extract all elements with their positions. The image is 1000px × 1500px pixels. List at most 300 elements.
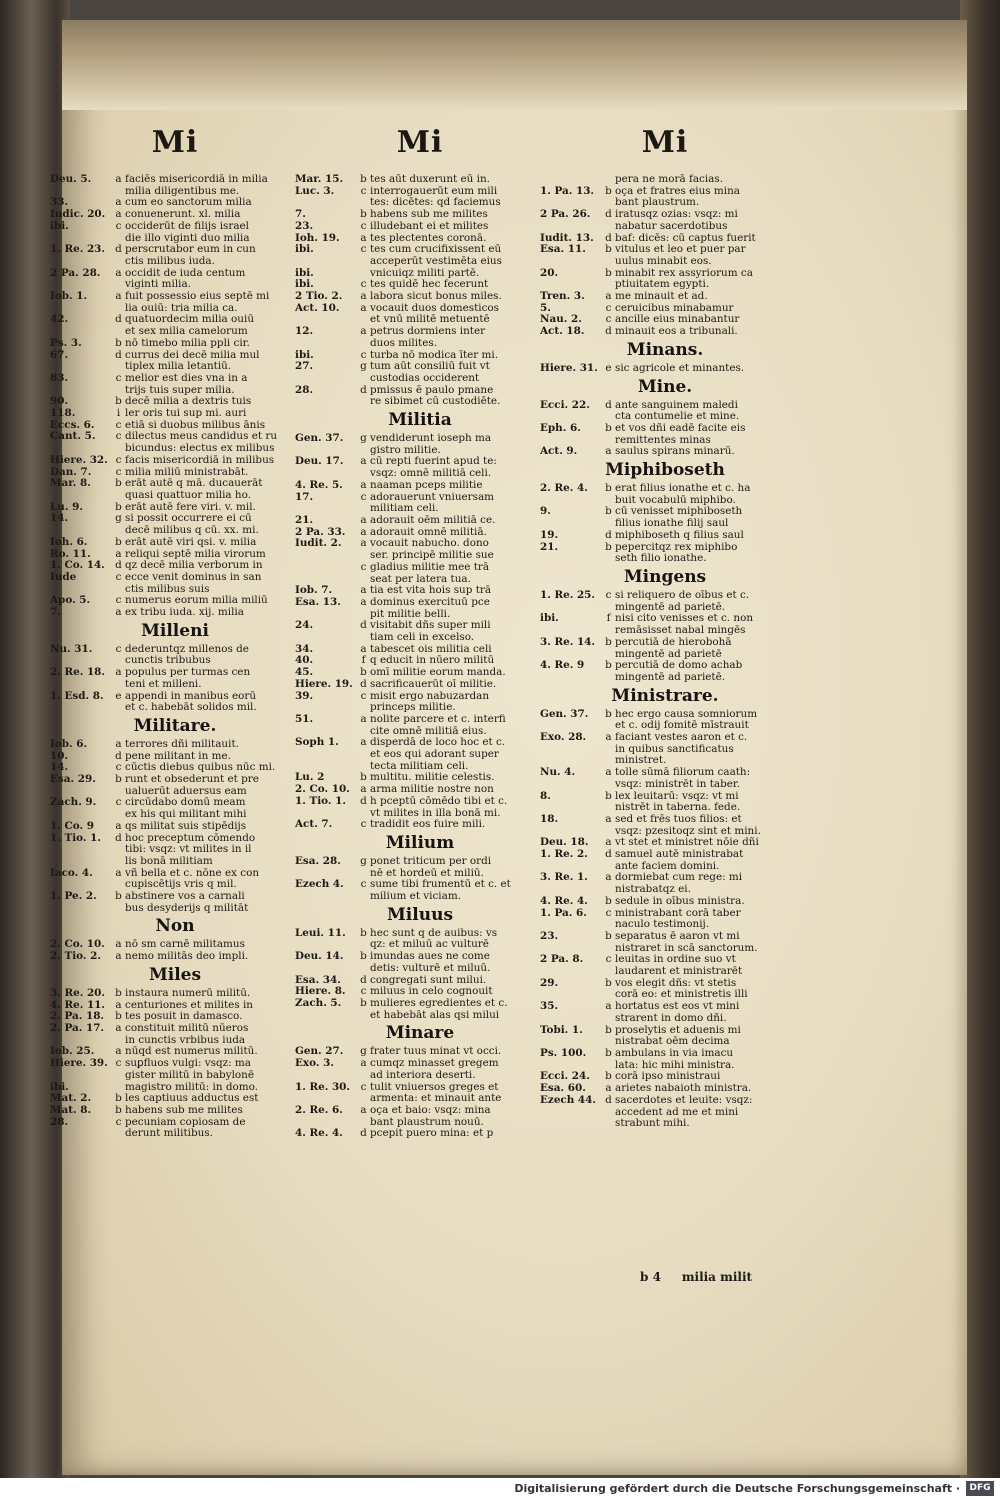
entry-text: habens sub me milites [125, 1104, 243, 1116]
entry-reference: 33. [50, 197, 69, 209]
entry-section-letter: g [360, 432, 367, 445]
entry-section-letter [112, 679, 125, 691]
concordance-entry [50, 951, 300, 963]
entry-text: labora sicut bonus miles. [370, 291, 502, 303]
concordance-entry [50, 1058, 300, 1070]
concordance-entry [50, 702, 300, 714]
concordance-entry [50, 1070, 300, 1082]
entry-reference [295, 314, 357, 326]
entry-section-letter: a [360, 478, 367, 491]
entry-reference: Ezech 4. [295, 879, 344, 891]
entry-reference [295, 197, 357, 209]
entry-text: dormiebat cum rege: mi [615, 872, 743, 884]
entry-text: hortatus est eos vt mini [615, 1001, 740, 1013]
entry-text: adorauit omnē militiā. [370, 526, 487, 538]
entry-section-letter: b [605, 1047, 612, 1059]
entry-text: iratusqz ozias: vsqz: mi [615, 209, 738, 221]
entry-section-letter: c [115, 761, 122, 774]
concordance-entry [50, 443, 300, 455]
concordance-entry [540, 826, 790, 838]
entry-text: vnicuiqz militi partē. [370, 267, 480, 279]
entry-reference: Zach. 5. [295, 998, 342, 1009]
concordance-entry [540, 861, 790, 873]
entry-text: tulit vniuersos greges et [370, 1081, 499, 1093]
entry-text: ceruicibus minabamur [615, 302, 734, 314]
entry-text: sacerdotes et leuite: vsqz: [615, 1094, 753, 1106]
entry-section-letter: a [360, 595, 367, 608]
entry-text: miluus in celo cognouit [370, 986, 493, 998]
entry-reference: Ioh. 19. [295, 232, 340, 244]
concordance-entry [295, 433, 545, 445]
entry-text: faciant vestes aaron et c. [615, 732, 748, 744]
concordance-entry [295, 784, 545, 796]
entry-reference [540, 755, 602, 767]
lemma-heading: Ministrare. [611, 685, 719, 706]
entry-section-letter: c [605, 301, 612, 314]
entry-reference [540, 861, 602, 873]
entry-text: milium et viciam. [370, 891, 461, 903]
entry-text: vendiderunt ioseph ma [370, 433, 492, 445]
concordance-entry [295, 620, 545, 632]
entry-section-letter: a [360, 712, 367, 725]
entry-section-letter: c [115, 570, 122, 583]
entry-reference [540, 221, 602, 233]
entry-reference [540, 625, 602, 637]
entry-section-letter: d [605, 398, 612, 411]
entry-text: faciēs misericordiā in milia [125, 174, 268, 185]
entry-reference: Esa. 34. [295, 974, 341, 986]
entry-text: ponet triticum per ordi [370, 855, 492, 867]
entry-text: ministrabant corā taber [615, 907, 741, 919]
concordance-entry [50, 350, 300, 362]
entry-section-letter: g [360, 854, 367, 867]
running-head-right: Mi [641, 125, 689, 160]
entry-text: vñ bella et c. nōne ex con [125, 867, 260, 879]
concordance-entry [540, 314, 790, 326]
entry-text: congregati sunt milui. [370, 974, 487, 986]
entry-reference [50, 490, 112, 502]
entry-reference [540, 174, 602, 186]
entry-reference: Ps. 100. [540, 1048, 587, 1059]
entry-reference: 7. [295, 209, 306, 221]
entry-section-letter: a [115, 1045, 122, 1058]
entry-reference: 4. Re. 5. [295, 479, 343, 491]
entry-section-letter: a [115, 266, 122, 279]
entry-text: proselytis et aduenis mi [615, 1024, 741, 1036]
entry-reference: 2 Pa. 28. [50, 267, 101, 279]
concordance-entry [295, 445, 545, 457]
lemma-heading: Milium [385, 832, 455, 853]
entry-text: erat filius ionathe et c. ha [615, 483, 751, 495]
entry-reference: 67. [50, 349, 69, 361]
concordance-entry [295, 385, 545, 397]
concordance-entry [540, 802, 790, 814]
concordance-entry [295, 279, 545, 291]
entry-reference [295, 808, 357, 820]
entry-text: erāt autē q mā. ducauerāt [125, 478, 263, 490]
concordance-entry [295, 186, 545, 198]
entry-reference: Lu. 2 [295, 772, 325, 784]
entry-text: cite omnē militiā eius. [370, 725, 487, 737]
entry-reference [50, 679, 112, 691]
entry-text: dilectus meus candidus et ru [125, 431, 278, 443]
entry-text: trijs tuis super milia. [125, 384, 235, 396]
entry-section-letter: c [115, 642, 122, 655]
entry-reference: ibi. [295, 349, 314, 361]
concordance-entry [540, 872, 790, 884]
entry-text: vt milites in illa bonā mi. [370, 807, 501, 819]
entry-reference [50, 844, 112, 856]
entry-text: h pceptū cōmēdo tibi et c. [370, 795, 508, 807]
entry-text: sacrificauerūt oī militie. [370, 678, 497, 690]
entry-reference [50, 303, 112, 315]
concordance-entry [295, 527, 545, 539]
concordance-entry [295, 256, 545, 268]
entry-reference: 21. [540, 541, 559, 553]
concordance-entry [50, 844, 300, 856]
concordance-entry [540, 291, 790, 303]
entry-text: constituit militū nūeros [125, 1023, 249, 1034]
concordance-entry [50, 560, 300, 572]
entry-text: oça et fratres eius mina [615, 185, 740, 197]
concordance-entry [540, 791, 790, 803]
concordance-entry [540, 779, 790, 791]
entry-text: vsqz: pzesitoqz sint et mini. [615, 825, 761, 837]
entry-reference: Apo. 5. [50, 595, 91, 607]
concordance-entry [295, 350, 545, 362]
concordance-entry [50, 221, 300, 233]
entry-section-letter: b [360, 997, 367, 1009]
entry-section-letter: d [605, 231, 612, 244]
entry-section-letter [357, 256, 370, 268]
entry-reference [295, 702, 357, 714]
lemma-heading: Minans. [626, 339, 704, 360]
concordance-entry [540, 256, 790, 268]
entry-reference: Hiere. 31. [540, 362, 598, 374]
entry-section-letter: b [605, 894, 612, 907]
concordance-entry [50, 809, 300, 821]
entry-text: suꝑfluos vulgi: vsqz: ma [125, 1058, 251, 1070]
concordance-entry [50, 868, 300, 880]
entry-reference: 2. Re. 6. [295, 1104, 343, 1116]
entry-reference: 5. [540, 302, 551, 314]
entry-reference [50, 279, 112, 291]
concordance-entry [540, 174, 790, 186]
entry-text: tiam celi in excelso. [370, 632, 475, 644]
entry-text: ptiuitatem egypti. [615, 279, 710, 291]
entry-text: saulus spirans minarū. [615, 446, 735, 458]
concordance-entry [50, 244, 300, 256]
entry-reference [50, 856, 112, 868]
entry-reference: 28. [50, 1116, 69, 1128]
concordance-entry [540, 602, 790, 614]
entry-section-letter: b [360, 173, 367, 185]
entry-text: nistrabatqz ei. [615, 884, 691, 896]
entry-text: cupiscētijs vris q mil. [125, 879, 237, 891]
entry-reference [540, 435, 602, 447]
concordance-entry [50, 467, 300, 479]
entry-section-letter: a [605, 1000, 612, 1013]
concordance-entry [295, 679, 545, 691]
entry-section-letter [112, 256, 125, 268]
entry-section-letter: a [605, 731, 612, 744]
concordance-entry [295, 975, 545, 987]
entry-section-letter: c [360, 243, 367, 256]
entry-text: cūctis diebus quibus nūc mi. [125, 762, 276, 774]
entry-reference [295, 868, 357, 880]
entry-section-letter: a [115, 208, 122, 221]
entry-reference [540, 256, 602, 268]
concordance-entry [50, 655, 300, 667]
concordance-entry [540, 954, 790, 966]
entry-text: ancille eius minabantur [615, 314, 740, 326]
entry-reference: Hiere. 32. [50, 454, 108, 466]
entry-text: multitu. militie celestis. [370, 772, 495, 784]
entry-section-letter: a [360, 301, 367, 314]
entry-text: vt stet et ministret nōie dñi [615, 837, 759, 849]
entry-section-letter: c [605, 313, 612, 326]
concordance-entry [50, 679, 300, 691]
entry-text: cunctis tribubus [125, 655, 211, 667]
entry-text: adorauerunt vniuersam [370, 491, 495, 503]
entry-reference: 23. [295, 220, 314, 232]
entry-text: instaura numerū militū. [125, 987, 251, 999]
concordance-entry [540, 884, 790, 896]
entry-reference [540, 966, 602, 978]
entry-reference: Gen. 37. [295, 433, 344, 445]
entry-section-letter: a [360, 783, 367, 796]
entry-section-letter [112, 1128, 125, 1140]
entry-text: princeps militie. [370, 702, 456, 714]
page-footer [640, 1270, 752, 1284]
entry-reference: Mat. 2. [50, 1093, 92, 1105]
entry-reference: 42. [50, 314, 69, 326]
entry-reference [50, 525, 112, 537]
concordance-entry [50, 1011, 300, 1023]
entry-reference: Leui. 11. [295, 927, 346, 939]
entry-text: tradidit eos fuire mili. [370, 819, 486, 831]
entry-reference [295, 1117, 357, 1129]
entry-reference: ibi. [50, 1081, 69, 1093]
entry-section-letter: a [115, 950, 122, 963]
entry-section-letter: c [115, 453, 122, 466]
entry-reference: 1. Co. 9 [50, 820, 94, 832]
entry-reference: Lu. 9. [50, 501, 83, 513]
concordance-entry [540, 672, 790, 684]
entry-reference [540, 943, 602, 955]
concordance-entry [50, 455, 300, 467]
entry-reference: Exo. 28. [540, 732, 587, 744]
entry-section-letter: c [115, 1057, 122, 1070]
entry-text: adorauit oēm militiā ce. [370, 514, 496, 526]
concordance-entry [50, 667, 300, 679]
entry-reference: Esa. 11. [540, 244, 586, 256]
concordance-entry [295, 197, 545, 209]
concordance-entry [295, 303, 545, 315]
entry-text: percutiā de hierobohā [615, 636, 732, 648]
concordance-entry [295, 396, 545, 408]
entries-center [295, 174, 545, 1140]
entry-text: in cunctis vrbibus iuda [125, 1034, 246, 1046]
concordance-entry [50, 1128, 300, 1140]
entry-text: bant plaustrum. [615, 197, 700, 209]
entry-section-letter: a [360, 642, 367, 655]
entry-text: currus dei decē milia mul [125, 349, 260, 361]
concordance-entry [540, 978, 790, 990]
entry-reference: 14. [50, 513, 69, 525]
concordance-entry [50, 326, 300, 338]
entry-reference: 3. Re. 1. [540, 872, 588, 884]
entry-reference [295, 939, 357, 951]
entry-text: turba nō modica īter mi. [370, 349, 499, 361]
entry-section-letter: f [361, 654, 366, 667]
concordance-entry [540, 908, 790, 920]
concordance-entry [295, 761, 545, 773]
concordance-entry [540, 625, 790, 637]
entry-reference: 4. Re. 4. [540, 895, 588, 907]
entry-text: pcepit puero mina: et p [370, 1128, 494, 1140]
entry-section-letter: c [360, 490, 367, 503]
entry-section-letter: b [605, 659, 612, 672]
lemma-heading: Milleni [141, 620, 209, 641]
concordance-entry [295, 879, 545, 891]
entry-text: ex tribu iuda. xij. milia [125, 607, 244, 619]
entry-text: qz decē milia verborum in [125, 560, 263, 572]
concordance-entry [295, 939, 545, 951]
concordance-entry [295, 772, 545, 784]
entry-section-letter: a [360, 325, 367, 338]
entry-section-letter: a [605, 836, 612, 849]
entry-text: bant plaustrum nouū. [370, 1116, 484, 1128]
concordance-entry [295, 1010, 545, 1022]
concordance-entry [295, 702, 545, 714]
entry-reference [295, 749, 357, 761]
entry-section-letter: a [360, 736, 367, 749]
entry-text: acceperūt vestimēta eius [370, 255, 502, 267]
entry-reference [50, 809, 112, 821]
entry-reference [50, 1128, 112, 1140]
entry-text: lia ouiū: tria milia ca. [125, 302, 238, 314]
entry-reference: Deu. 17. [295, 456, 344, 468]
concordance-entry [50, 762, 300, 774]
concordance-entry [540, 530, 790, 542]
entry-reference: Iaco. 4. [50, 867, 93, 879]
entry-text: hec sunt q de auibus: vs [370, 927, 498, 939]
entry-section-letter [602, 744, 615, 756]
concordance-entry [540, 649, 790, 661]
concordance-entry [540, 989, 790, 1001]
entry-section-letter: b [605, 505, 612, 518]
entry-section-letter: g [360, 360, 367, 373]
entry-text: misit ergo nabuzardan [370, 690, 490, 702]
entry-reference: 1. Tio. 1. [295, 795, 346, 807]
entry-section-letter [112, 702, 125, 714]
entry-section-letter: c [115, 418, 122, 431]
entry-text: cū venisset miphiboseth [615, 506, 743, 518]
concordance-entry [295, 655, 545, 667]
entry-text: miphiboseth q filius saul [615, 529, 744, 541]
entry-reference: 2 Pa. 26. [540, 209, 591, 221]
concordance-entry [540, 303, 790, 315]
entry-reference: Eccs. 6. [50, 419, 95, 431]
entry-reference: 1. Co. 14. [50, 560, 105, 572]
entry-text: facis misericordiā in milibus [125, 454, 275, 466]
entry-text: dederuntqz millenos de [125, 643, 249, 655]
entry-text: occiderūt de filijs israel [125, 220, 249, 232]
entry-section-letter [602, 221, 615, 233]
entry-section-letter [357, 373, 370, 385]
entry-text: armenta: et minauit ante [370, 1093, 502, 1105]
entry-reference [50, 233, 112, 245]
concordance-entry [295, 726, 545, 738]
entry-text: visitabit dñs super mili [370, 620, 491, 632]
concordance-entry [50, 513, 300, 525]
entry-section-letter: b [605, 789, 612, 802]
concordance-entry [50, 644, 300, 656]
entry-text: cū repti fuerint apud te: [370, 456, 497, 468]
entry-text: tes cum crucifixissent eū [370, 244, 502, 256]
concordance-entry [295, 585, 545, 597]
entry-reference [540, 720, 602, 732]
entry-reference [540, 802, 602, 814]
entry-text: gister militū in babylonē [125, 1069, 255, 1081]
concordance-entry [50, 502, 300, 514]
entry-text: ex his qui militant mihi [125, 809, 247, 821]
entry-reference [540, 1060, 602, 1072]
entry-reference: Hiere. 8. [295, 986, 346, 998]
entry-reference [295, 396, 357, 408]
entry-section-letter: a [605, 445, 612, 458]
entry-reference [50, 786, 112, 798]
entry-reference [540, 1036, 602, 1048]
entry-reference: Ro. 11. [50, 548, 91, 560]
concordance-entry [50, 1093, 300, 1105]
entry-reference [295, 891, 357, 903]
entry-text: les captiuus adductus est [125, 1093, 259, 1105]
entry-reference: Ps. 3. [50, 337, 82, 349]
entry-section-letter: c [115, 594, 122, 607]
entry-section-letter: b [605, 976, 612, 989]
concordance-entry [50, 821, 300, 833]
concordance-entry [540, 966, 790, 978]
entry-reference [295, 468, 357, 480]
entry-reference [295, 373, 357, 385]
entry-text: accedent ad me et mini [615, 1106, 739, 1118]
entry-section-letter: a [115, 606, 122, 619]
concordance-entry [540, 1118, 790, 1130]
concordance-entry [295, 174, 545, 186]
entry-section-letter: b [605, 1070, 612, 1083]
concordance-entry [50, 279, 300, 291]
concordance-entry [50, 373, 300, 385]
concordance-entry [295, 373, 545, 385]
entry-section-letter [112, 903, 125, 915]
entry-reference: Gen. 37. [540, 708, 589, 720]
entry-text: sic agricole et minantes. [615, 362, 745, 374]
entry-text: baf: dicēs: cū captus fuerit [615, 232, 756, 244]
entry-reference: Mat. 8. [50, 1104, 92, 1116]
entry-text: seth filio ionathe. [615, 553, 707, 565]
entry-reference [540, 495, 602, 507]
entry-text: tes plectentes coronā. [370, 232, 487, 244]
concordance-entry [50, 431, 300, 443]
entry-text: ambulans in via imacu [615, 1048, 734, 1059]
entry-text: mingentē ad parietē. [615, 671, 726, 683]
concordance-entry [50, 174, 300, 186]
entries-right [540, 174, 790, 1130]
concordance-entry [540, 518, 790, 530]
concordance-entry [295, 1105, 545, 1117]
